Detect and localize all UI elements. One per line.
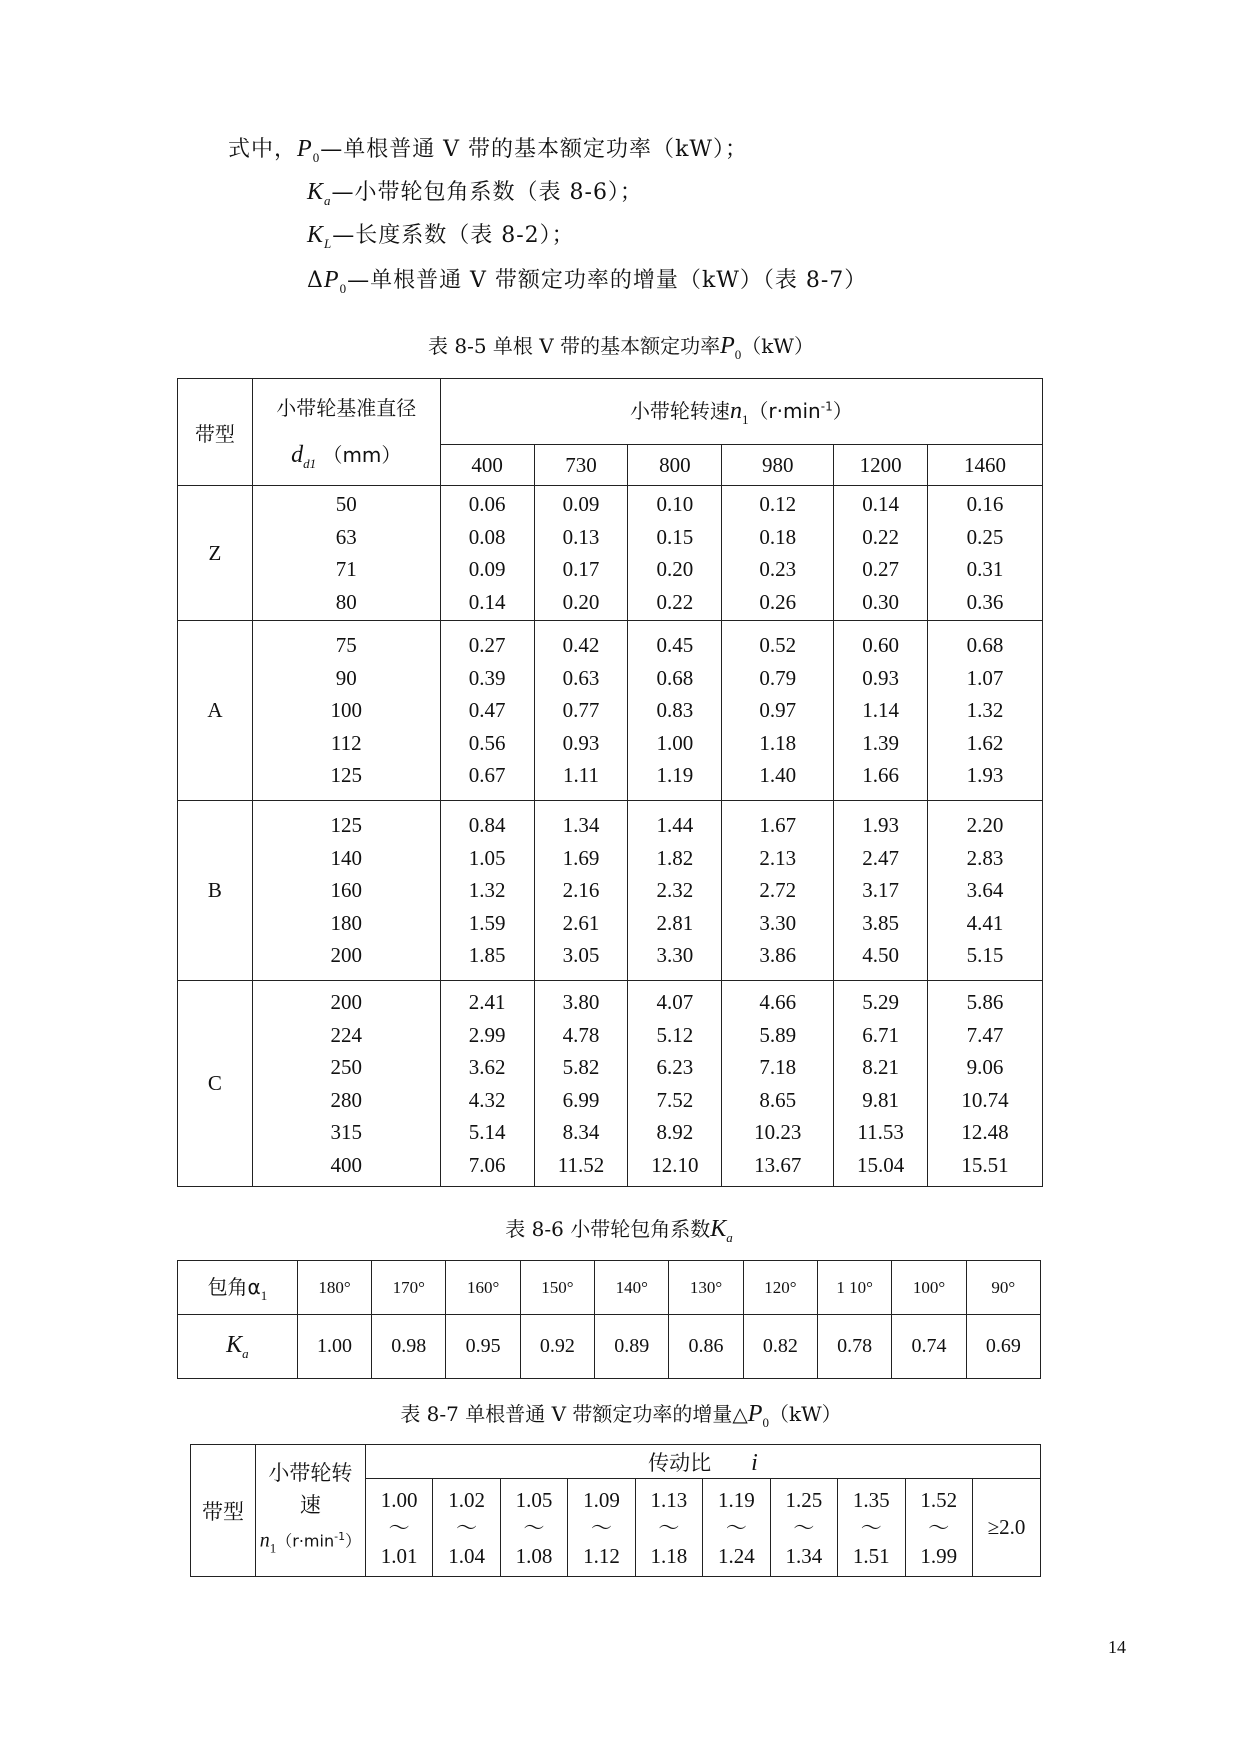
ka-value: 0.98 (372, 1315, 446, 1379)
pulley-diameter: 180 (330, 910, 362, 935)
table-8-5-caption: 表 8-5 单根 V 带的基本额定功率$P_0(kW)$ (428, 333, 814, 362)
power-value-list (834, 621, 928, 801)
power-value: 15.51 (961, 1152, 1009, 1177)
power-value: 0.14 (862, 492, 899, 516)
pulley-diameter: 100 (330, 698, 362, 723)
power-value: 8.21 (862, 1055, 899, 1079)
power-value: 3.80 (562, 990, 600, 1014)
power-value: 8.92 (656, 1120, 694, 1144)
power-value: 7.06 (468, 1152, 506, 1177)
power-value: 2.61 (562, 910, 600, 935)
ratio-from: 1.35 (852, 1487, 890, 1512)
power-value: 0.56 (468, 730, 506, 755)
ka-value: 0.82 (743, 1315, 817, 1379)
power-value: 0.22 (656, 589, 694, 614)
power-value: 7.18 (759, 1055, 797, 1079)
power-value: 1.44 (656, 813, 694, 838)
power-value: 5.12 (656, 1022, 694, 1047)
power-value: 0.68 (656, 665, 694, 690)
power-value: 0.27 (468, 633, 506, 658)
power-value: 7.52 (656, 1087, 694, 1112)
power-value: 1.00 (656, 730, 694, 755)
power-value: 3.30 (656, 943, 694, 968)
power-value: 2.13 (759, 845, 797, 870)
ratio-to: 1.18 (650, 1543, 688, 1568)
power-value: 2.47 (862, 845, 899, 870)
ratio-tilde: ～ (725, 1515, 747, 1540)
belt-group-row (178, 621, 1043, 801)
pulley-diameter-list (252, 801, 440, 981)
power-value: 0.67 (468, 763, 506, 788)
pulley-diameter: 50 (335, 492, 357, 516)
power-value: 0.60 (862, 633, 899, 658)
table-8-5-body (178, 379, 1043, 1187)
power-value: 0.97 (759, 698, 797, 723)
power-value: 0.06 (468, 492, 506, 516)
power-value-list (534, 621, 628, 801)
ratio-range (703, 1479, 770, 1577)
ratio-range (635, 1479, 702, 1577)
pulley-diameter: 75 (335, 633, 357, 658)
power-value: 5.86 (966, 990, 1004, 1014)
power-value: 2.81 (656, 910, 694, 935)
power-value: 8.65 (759, 1087, 797, 1112)
power-value-list (440, 486, 534, 621)
power-value: 8.34 (562, 1120, 600, 1144)
ratio-tilde: ～ (523, 1515, 545, 1540)
power-value: 0.09 (562, 492, 600, 516)
power-value: 2.16 (562, 878, 600, 903)
table-8-7 (190, 1444, 1041, 1577)
power-value-list (928, 621, 1043, 801)
pulley-diameter: 63 (335, 524, 357, 549)
power-value: 1.66 (862, 763, 899, 788)
power-value: 0.09 (468, 557, 506, 581)
ka-value: 0.78 (818, 1315, 892, 1379)
pulley-diameter: 90 (335, 665, 357, 690)
power-value-list (834, 801, 928, 981)
belt-type: B (178, 801, 253, 981)
power-value: 6.23 (656, 1055, 694, 1079)
power-value-list (722, 621, 834, 801)
ratio-tilde: ～ (658, 1515, 680, 1540)
power-value: 15.04 (856, 1152, 905, 1177)
power-value-list (722, 981, 834, 1187)
ka-row (178, 1315, 1041, 1379)
ratio-range (770, 1479, 837, 1577)
power-value-list (628, 801, 722, 981)
power-value-list (628, 486, 722, 621)
ka-value: 0.92 (520, 1315, 594, 1379)
power-value: 0.26 (759, 589, 797, 614)
power-value: 0.45 (656, 633, 694, 658)
speed-value: 1200 (834, 445, 928, 486)
power-value: 11.52 (557, 1152, 605, 1177)
power-value: 1.59 (468, 910, 506, 935)
belt-group-row (178, 981, 1043, 1187)
power-value: 1.07 (966, 665, 1004, 690)
pulley-diameter: 280 (330, 1087, 362, 1112)
power-value-list (440, 801, 534, 981)
definition-p0: 式中，$P_0—$单根普通 V 带的基本额定功率（kW）； (228, 136, 749, 165)
power-value: 7.47 (966, 1022, 1004, 1047)
power-value-list (928, 981, 1043, 1187)
ratio-to: 1.51 (852, 1543, 890, 1568)
pulley-diameter: 125 (330, 813, 362, 838)
power-value: 4.78 (562, 1022, 600, 1047)
power-value: 3.86 (759, 943, 797, 968)
angle-value: 130° (669, 1261, 743, 1315)
pulley-diameter-list (252, 621, 440, 801)
pulley-diameter: 400 (330, 1152, 362, 1177)
power-value-list (834, 486, 928, 621)
pulley-diameter-list (252, 981, 440, 1187)
power-value: 10.23 (754, 1120, 802, 1144)
angle-value: 90° (966, 1261, 1040, 1315)
ratio-from: 1.19 (718, 1487, 755, 1512)
speed-value: 800 (628, 445, 722, 486)
belt-type: Z (178, 486, 253, 621)
power-value: 0.83 (656, 698, 694, 723)
belt-type: A (178, 621, 253, 801)
pulley-diameter: 160 (330, 878, 362, 903)
power-value: 5.29 (862, 990, 899, 1014)
power-value: 0.12 (759, 492, 797, 516)
power-value: 0.14 (468, 589, 506, 614)
power-value-list (722, 801, 834, 981)
power-value: 10.74 (961, 1087, 1009, 1112)
ratio-tilde: ～ (860, 1515, 882, 1540)
speed-value: 1460 (928, 445, 1043, 486)
angle-value: 140° (595, 1261, 669, 1315)
ratio-tilde: ～ (388, 1515, 410, 1540)
speed-value: 730 (534, 445, 628, 486)
power-value: 5.14 (468, 1120, 506, 1144)
power-value: 9.81 (862, 1087, 899, 1112)
ratio-range (433, 1479, 500, 1577)
power-value: 1.34 (562, 813, 600, 838)
power-value: 0.52 (759, 633, 797, 658)
pulley-diameter: 200 (330, 943, 362, 968)
power-value: 2.99 (468, 1022, 506, 1047)
power-value: 0.17 (562, 557, 600, 581)
header-pulley-diameter: 小带轮基准直径 $d_{d1}$ （mm） (252, 379, 440, 486)
power-value: 1.39 (862, 730, 899, 755)
power-value-list (628, 621, 722, 801)
ratio-to: 1.01 (380, 1543, 418, 1568)
ratio-from: 1.02 (448, 1487, 485, 1512)
power-value: 3.85 (862, 910, 899, 935)
power-value: 0.36 (966, 589, 1004, 614)
angle-row (178, 1261, 1041, 1315)
power-value: 0.23 (759, 557, 797, 581)
ka-value: 0.74 (892, 1315, 966, 1379)
pulley-diameter: 125 (330, 763, 362, 788)
power-value: 3.30 (759, 910, 797, 935)
power-value-list (928, 801, 1043, 981)
power-value: 1.05 (468, 845, 506, 870)
power-value: 0.93 (862, 665, 899, 690)
ka-value: 0.86 (669, 1315, 743, 1379)
power-value: 0.08 (468, 524, 506, 549)
belt-group-row (178, 486, 1043, 621)
pulley-diameter: 71 (335, 557, 357, 581)
power-value: 0.39 (468, 665, 506, 690)
ka-value: 0.95 (446, 1315, 520, 1379)
header-pulley-speed: 小带轮转速$n_1(r\cdot\min^{-1})$ (440, 379, 1042, 445)
power-value: 12.10 (651, 1152, 699, 1177)
power-value-list (440, 621, 534, 801)
power-value: 4.41 (966, 910, 1004, 935)
belt-type: C (178, 981, 253, 1187)
ratio-range (905, 1479, 972, 1577)
power-value: 1.67 (759, 813, 797, 838)
power-value: 1.69 (562, 845, 600, 870)
power-value: 0.15 (656, 524, 694, 549)
power-value: 1.82 (656, 845, 694, 870)
power-value: 3.62 (468, 1055, 506, 1079)
ratio-to: 1.24 (718, 1543, 755, 1568)
power-value: 0.27 (862, 557, 899, 581)
power-value: 0.47 (468, 698, 506, 723)
power-value-list (534, 801, 628, 981)
power-value: 4.32 (468, 1087, 506, 1112)
ratio-from: 1.05 (515, 1487, 553, 1512)
speed-value: 400 (440, 445, 534, 486)
power-value: 0.18 (759, 524, 797, 549)
power-value-list (834, 981, 928, 1187)
power-value: 4.07 (656, 990, 694, 1014)
ka-value: 0.69 (966, 1315, 1040, 1379)
ratio-from: 1.00 (380, 1487, 418, 1512)
power-value: 1.40 (759, 763, 797, 788)
angle-value: 160° (446, 1261, 520, 1315)
ratio-tilde: ～ (590, 1515, 612, 1540)
ka-value: 0.89 (595, 1315, 669, 1379)
power-value-list (440, 981, 534, 1187)
table-8-6 (177, 1260, 1041, 1379)
power-value: 4.50 (862, 943, 899, 968)
ratio-to: 1.12 (583, 1543, 620, 1568)
power-value: 0.84 (468, 813, 506, 838)
power-value: 1.93 (966, 763, 1004, 788)
angle-label: 包角$\alpha_1$ (178, 1261, 298, 1315)
ka-value: 1.00 (297, 1315, 371, 1379)
power-value: 0.30 (862, 589, 899, 614)
ratio-to: 1.99 (920, 1543, 958, 1568)
power-value: 0.25 (966, 524, 1004, 549)
speed-value: 980 (722, 445, 834, 486)
ratio-to: 1.04 (448, 1543, 485, 1568)
power-value: 1.18 (759, 730, 797, 755)
power-value: 0.10 (656, 492, 694, 516)
header-pulley-speed: 小带轮转 速 $n_1(r\cdot\min^{-1})$ (255, 1445, 365, 1577)
power-value: 9.06 (966, 1055, 1004, 1079)
power-value: 6.71 (862, 1022, 899, 1047)
power-value: 3.17 (862, 878, 899, 903)
power-value: 0.13 (562, 524, 600, 549)
power-value: 2.20 (966, 813, 1004, 838)
definition-kl: $K_L—$长度系数（表 8-2）； (307, 222, 575, 251)
power-value: 2.41 (468, 990, 506, 1014)
power-value: 0.31 (966, 557, 1004, 581)
angle-value: 1 10° (818, 1261, 892, 1315)
power-value: 12.48 (961, 1120, 1009, 1144)
pulley-diameter: 80 (335, 589, 357, 614)
power-value: 1.19 (656, 763, 694, 788)
power-value: 0.79 (759, 665, 797, 690)
power-value-list (534, 486, 628, 621)
power-value-list (534, 981, 628, 1187)
power-value: 11.53 (857, 1120, 904, 1144)
power-value: 0.16 (966, 492, 1004, 516)
header-belt-type: 带型 (191, 1445, 256, 1577)
pulley-diameter: 315 (330, 1120, 362, 1144)
power-value: 1.14 (862, 698, 899, 723)
power-value: 5.82 (562, 1055, 600, 1079)
pulley-diameter: 200 (330, 990, 362, 1014)
power-value: 6.99 (562, 1087, 600, 1112)
ratio-from: 1.52 (920, 1487, 958, 1512)
angle-value: 120° (743, 1261, 817, 1315)
header-belt-type: 带型 (178, 379, 253, 486)
power-value: 1.62 (966, 730, 1004, 755)
power-value-list (722, 486, 834, 621)
power-value: 5.15 (966, 943, 1004, 968)
ratio-range (838, 1479, 905, 1577)
pulley-diameter: 250 (330, 1055, 362, 1079)
power-value: 2.32 (656, 878, 694, 903)
power-value: 0.77 (562, 698, 600, 723)
power-value: 0.63 (562, 665, 600, 690)
pulley-diameter: 112 (330, 730, 362, 755)
power-value: 1.32 (966, 698, 1004, 723)
angle-value: 150° (520, 1261, 594, 1315)
definition-ka: $K_a—$小带轮包角系数（表 8-6）； (307, 179, 643, 208)
pulley-diameter-list (252, 486, 440, 621)
power-value: 2.83 (966, 845, 1004, 870)
power-value: 1.11 (562, 763, 599, 788)
table-8-6-caption: 表 8-6 小带轮包角系数$K_a$ (505, 1216, 733, 1245)
definition-delta-p0: $\Delta P_0—$单根普通 V 带额定功率的增量（kW）（表 8-7） (307, 267, 868, 296)
ka-label: $K_a$ (178, 1315, 298, 1379)
ratio-range (365, 1479, 432, 1577)
ratio-range (500, 1479, 567, 1577)
ratio-tilde: ～ (793, 1515, 815, 1540)
power-value: 0.22 (862, 524, 899, 549)
pulley-diameter: 224 (330, 1022, 362, 1047)
power-value: 1.32 (468, 878, 506, 903)
power-value: 1.85 (468, 943, 506, 968)
ratio-range (568, 1479, 635, 1577)
power-value: 4.66 (759, 990, 797, 1014)
angle-value: 180° (297, 1261, 371, 1315)
ratio-tilde: ～ (456, 1515, 478, 1540)
belt-group-row (178, 801, 1043, 981)
ratio-last: ≥2.0 (972, 1479, 1040, 1577)
power-value-list (628, 981, 722, 1187)
angle-value: 170° (372, 1261, 446, 1315)
ratio-to: 1.08 (515, 1543, 553, 1568)
table-8-5 (177, 378, 1043, 1187)
power-value: 0.20 (562, 589, 600, 614)
page-number: 14 (1108, 1637, 1126, 1657)
power-value: 1.93 (862, 813, 899, 838)
power-value: 0.68 (966, 633, 1004, 658)
power-value: 2.72 (759, 878, 797, 903)
ratio-to: 1.34 (785, 1543, 823, 1568)
power-value: 0.20 (656, 557, 694, 581)
pulley-diameter: 140 (330, 845, 362, 870)
table-8-7-caption: 表 8-7 单根普通 V 带额定功率的增量$\triangle P_0(kW)$ (400, 1401, 842, 1430)
power-value: 0.93 (562, 730, 600, 755)
ratio-tilde: ～ (928, 1515, 950, 1540)
power-value-list (928, 486, 1043, 621)
ratio-from: 1.09 (583, 1487, 620, 1512)
power-value: 0.42 (562, 633, 600, 658)
ratio-from: 1.13 (650, 1487, 688, 1512)
power-value: 3.64 (966, 878, 1004, 903)
power-value: 5.89 (759, 1022, 797, 1047)
angle-value: 100° (892, 1261, 966, 1315)
header-transmission-ratio: 传动比 i (365, 1445, 1040, 1479)
power-value: 13.67 (754, 1152, 802, 1177)
power-value: 3.05 (562, 943, 600, 968)
ratio-from: 1.25 (785, 1487, 823, 1512)
